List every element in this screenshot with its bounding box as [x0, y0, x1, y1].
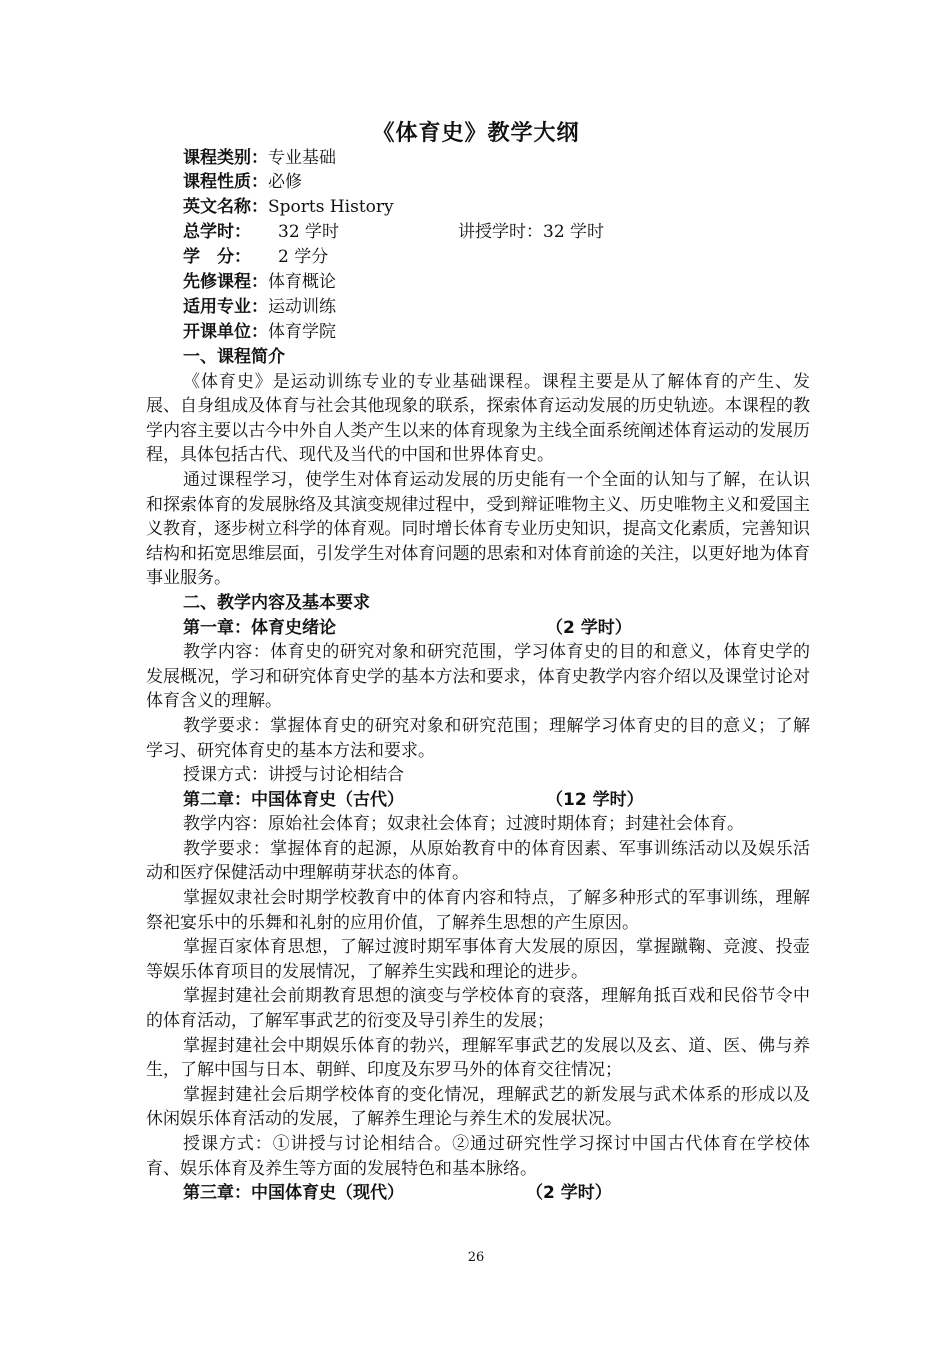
chapter-hours: （12 学时） — [546, 789, 644, 810]
meta-value: 2 学分 — [278, 247, 329, 267]
paragraph: 教学要求：掌握体育的起源，从原始教育中的体育因素、军事训练活动以及娱乐活动和医疗保健活动中理解萌芽状态的体育。 — [146, 838, 810, 884]
chapter-heading — [146, 788, 810, 813]
meta-label: 课程性质： — [183, 172, 268, 192]
paragraph: 掌握封建社会中期娱乐体育的勃兴，理解军事武艺的发展以及玄、道、医、佛与养生，了解中国与日本、朝鲜、印度及东罗马外的体育交往情况； — [146, 1035, 810, 1081]
meta-department — [183, 320, 336, 344]
section-heading: 二、教学内容及基本要求 — [183, 592, 370, 613]
meta-label: 适用专业： — [183, 297, 268, 317]
meta-english-name — [183, 195, 394, 219]
meta-label: 英文名称： — [183, 197, 268, 217]
meta-credits — [183, 245, 328, 269]
chapter-hours: （2 学时） — [526, 1183, 612, 1204]
chapter-hours: （2 学时） — [546, 617, 632, 638]
document-title: 《体育史》教学大纲 — [372, 121, 580, 146]
paragraph: 掌握百家体育思想，了解过渡时期军事体育大发展的原因，掌握蹴鞠、竞渡、投壶等娱乐体育项目的发展情况，了解养生实践和理论的进步。 — [146, 937, 810, 982]
paragraph: 教学内容：体育史的研究对象和研究范围，学习体育史的目的和意义，体育史学的发展概况，学习和研究体育史学的基本方法和要求，体育史教学内容介绍以及课堂讨论对体育含义的理解。 — [146, 642, 810, 712]
meta-label: 总学时： — [183, 222, 251, 242]
meta-value: 32 学时 — [278, 222, 340, 242]
document-body — [146, 345, 810, 1206]
meta-course-type — [183, 146, 336, 170]
paragraph: 教学要求：掌握体育史的研究对象和研究范围；理解学习体育史的目的意义；了解学习、研究体育史的基本方法和要求。 — [146, 715, 810, 761]
meta-course-nature — [183, 170, 302, 194]
paragraph: 授课方式：讲授与讨论相结合 — [183, 765, 404, 786]
meta-major — [183, 295, 336, 319]
paragraph: 授课方式：①讲授与讨论相结合。②通过研究性学习探讨中国古代体育在学校体育、娱乐体育及养生等方面的发展特色和基本脉络。 — [146, 1134, 810, 1179]
section-heading: 一、课程简介 — [183, 347, 285, 367]
meta-label: 学 分： — [183, 247, 251, 267]
chapter-title: 第二章：中国体育史（古代） — [183, 789, 404, 810]
chapter-heading — [146, 616, 810, 641]
chapter-title: 第三章：中国体育史（现代） — [183, 1183, 404, 1204]
meta-prerequisite — [183, 270, 336, 294]
paragraph: 教学内容：原始社会体育；奴隶社会体育；过渡时期体育；封建社会体育。 — [183, 814, 744, 835]
meta-value: Sports History — [268, 197, 394, 217]
meta-value: 体育学院 — [268, 322, 336, 342]
paragraph: 掌握封建社会后期学校体育的变化情况，理解武艺的新发展与武术体系的形成以及休闲娱乐体育活动的发展，了解养生理论与养生术的发展状况。 — [146, 1084, 810, 1130]
paragraph: 通过课程学习，使学生对体育运动发展的历史能有一个全面的认知与了解，在认识和探索体育的发展脉络及其演变规律过程中，受到辩证唯物主义、历史唯物主义和爱国主义教育，逐步树立科学的体育观。同时增长体育专业历史知识，提高文化素质，完善知识结构和拓宽思维层面，引发学生对体育问题的思索和对体育前途的关注，以更好地为体育事业服务。 — [146, 469, 810, 589]
page-number: 26 — [467, 1250, 485, 1265]
meta-value: 体育概论 — [268, 272, 336, 292]
paragraph: 《体育史》是运动训练专业的专业基础课程。课程主要是从了解体育的产生、发展、自身组成及体育与社会其他现象的联系，探索体育运动发展的历史轨迹。本课程的教学内容主要以古今中外自人类产生以来的体育现象为主线全面系统阐述体育运动的发展历程，具体包括古代、现代及当代的中国和世界体育史。 — [146, 371, 810, 466]
chapter-title: 第一章：体育史绪论 — [183, 617, 336, 638]
meta-label: 开课单位： — [183, 322, 268, 342]
meta-value: 专业基础 — [268, 148, 336, 168]
meta-label: 课程类别： — [183, 148, 268, 168]
chapter-heading — [146, 1181, 810, 1206]
meta-value: 必修 — [268, 172, 302, 192]
meta-label: 先修课程： — [183, 272, 268, 292]
paragraph: 掌握封建社会前期教育思想的演变与学校体育的衰落，理解角抵百戏和民俗节令中的体育活动，了解军事武艺的衍变及导引养生的发展； — [146, 986, 810, 1032]
paragraph: 掌握奴隶社会时期学校教育中的体育内容和特点，了解多种形式的军事训练，理解祭祀宴乐中的乐舞和礼射的应用价值，了解养生思想的产生原因。 — [146, 888, 810, 933]
meta-lecture-hours: 讲授学时：32 学时 — [458, 222, 605, 242]
meta-value: 运动训练 — [268, 297, 336, 317]
meta-total-hours — [183, 220, 604, 244]
